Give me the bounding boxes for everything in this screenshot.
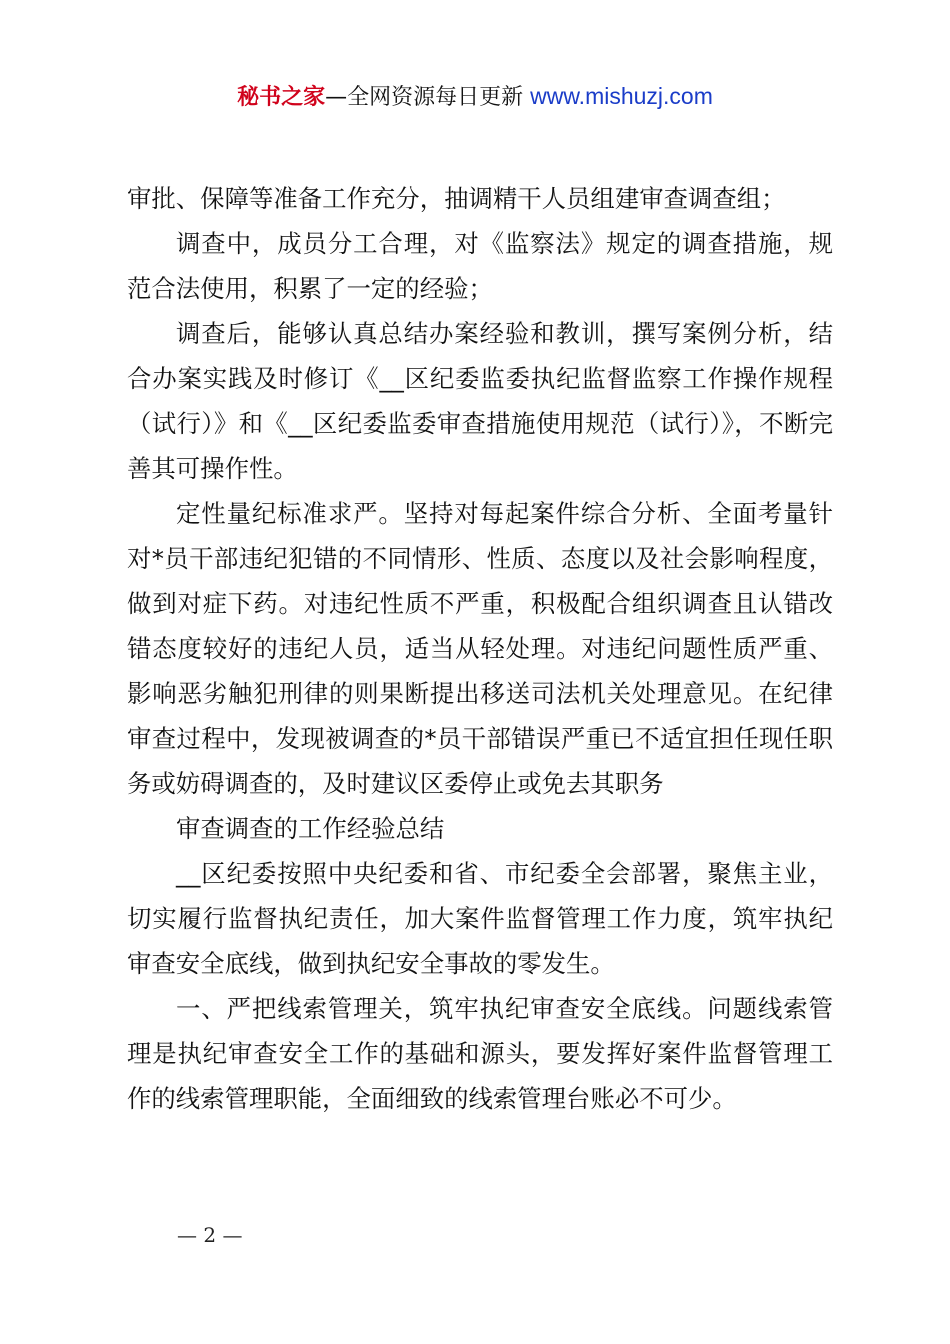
site-brand: 秘书之家 — [237, 85, 326, 110]
site-url-link[interactable]: www.mishuzj.com — [530, 83, 713, 109]
site-header — [0, 79, 950, 115]
site-slogan: —全网资源每日更新 — [325, 85, 524, 110]
paragraph-2: 调查中，成员分工合理，对《监察法》规定的调查措施，规范合法使用，积累了一定的经验； — [127, 229, 833, 303]
section-heading: 审查调查的工作经验总结 — [176, 814, 445, 843]
paragraph-4: 定性量纪标准求严。坚持对每起案件综合分析、全面考量针对*员干部违纪犯错的不同情形、性质、态度以及社会影响程度，做到对症下药。对违纪性质不严重，积极配合组织调查且认错改错态度较好的违纪人员，适当从轻处理。对违纪问题性质严重、影响恶劣触犯刑律的则果断提出移送司法机关处理意见。在纪律审查过程中，发现被调查的*员干部错误严重已不适宜担任现任职务或妨碍调查的，及时建议区委停止或免去其职务 — [127, 499, 833, 798]
document-body — [127, 176, 833, 1121]
page-number: — 2 — — [177, 1223, 243, 1247]
paragraph-5: __区纪委按照中央纪委和省、市纪委全会部署，聚焦主业，切实履行监督执纪责任，加大案件监督管理工作力度，筑牢执纪审查安全底线，做到执纪安全事故的零发生。 — [127, 859, 833, 978]
paragraph-3: 调查后，能够认真总结办案经验和教训，撰写案例分析，结合办案实践及时修订《__区纪委监委执纪监督监察工作操作规程（试行）》和《__区纪委监委审查措施使用规范（试行）》，不断完善其可操作性。 — [127, 319, 833, 483]
paragraph-1: 审批、保障等准备工作充分，抽调精干人员组建审查调查组； — [127, 184, 786, 213]
paragraph-6: 一、严把线索管理关，筑牢执纪审查安全底线。问题线索管理是执纪审查安全工作的基础和源头，要发挥好案件监督管理工作的线索管理职能，全面细致的线索管理台账必不可少。 — [127, 994, 833, 1113]
